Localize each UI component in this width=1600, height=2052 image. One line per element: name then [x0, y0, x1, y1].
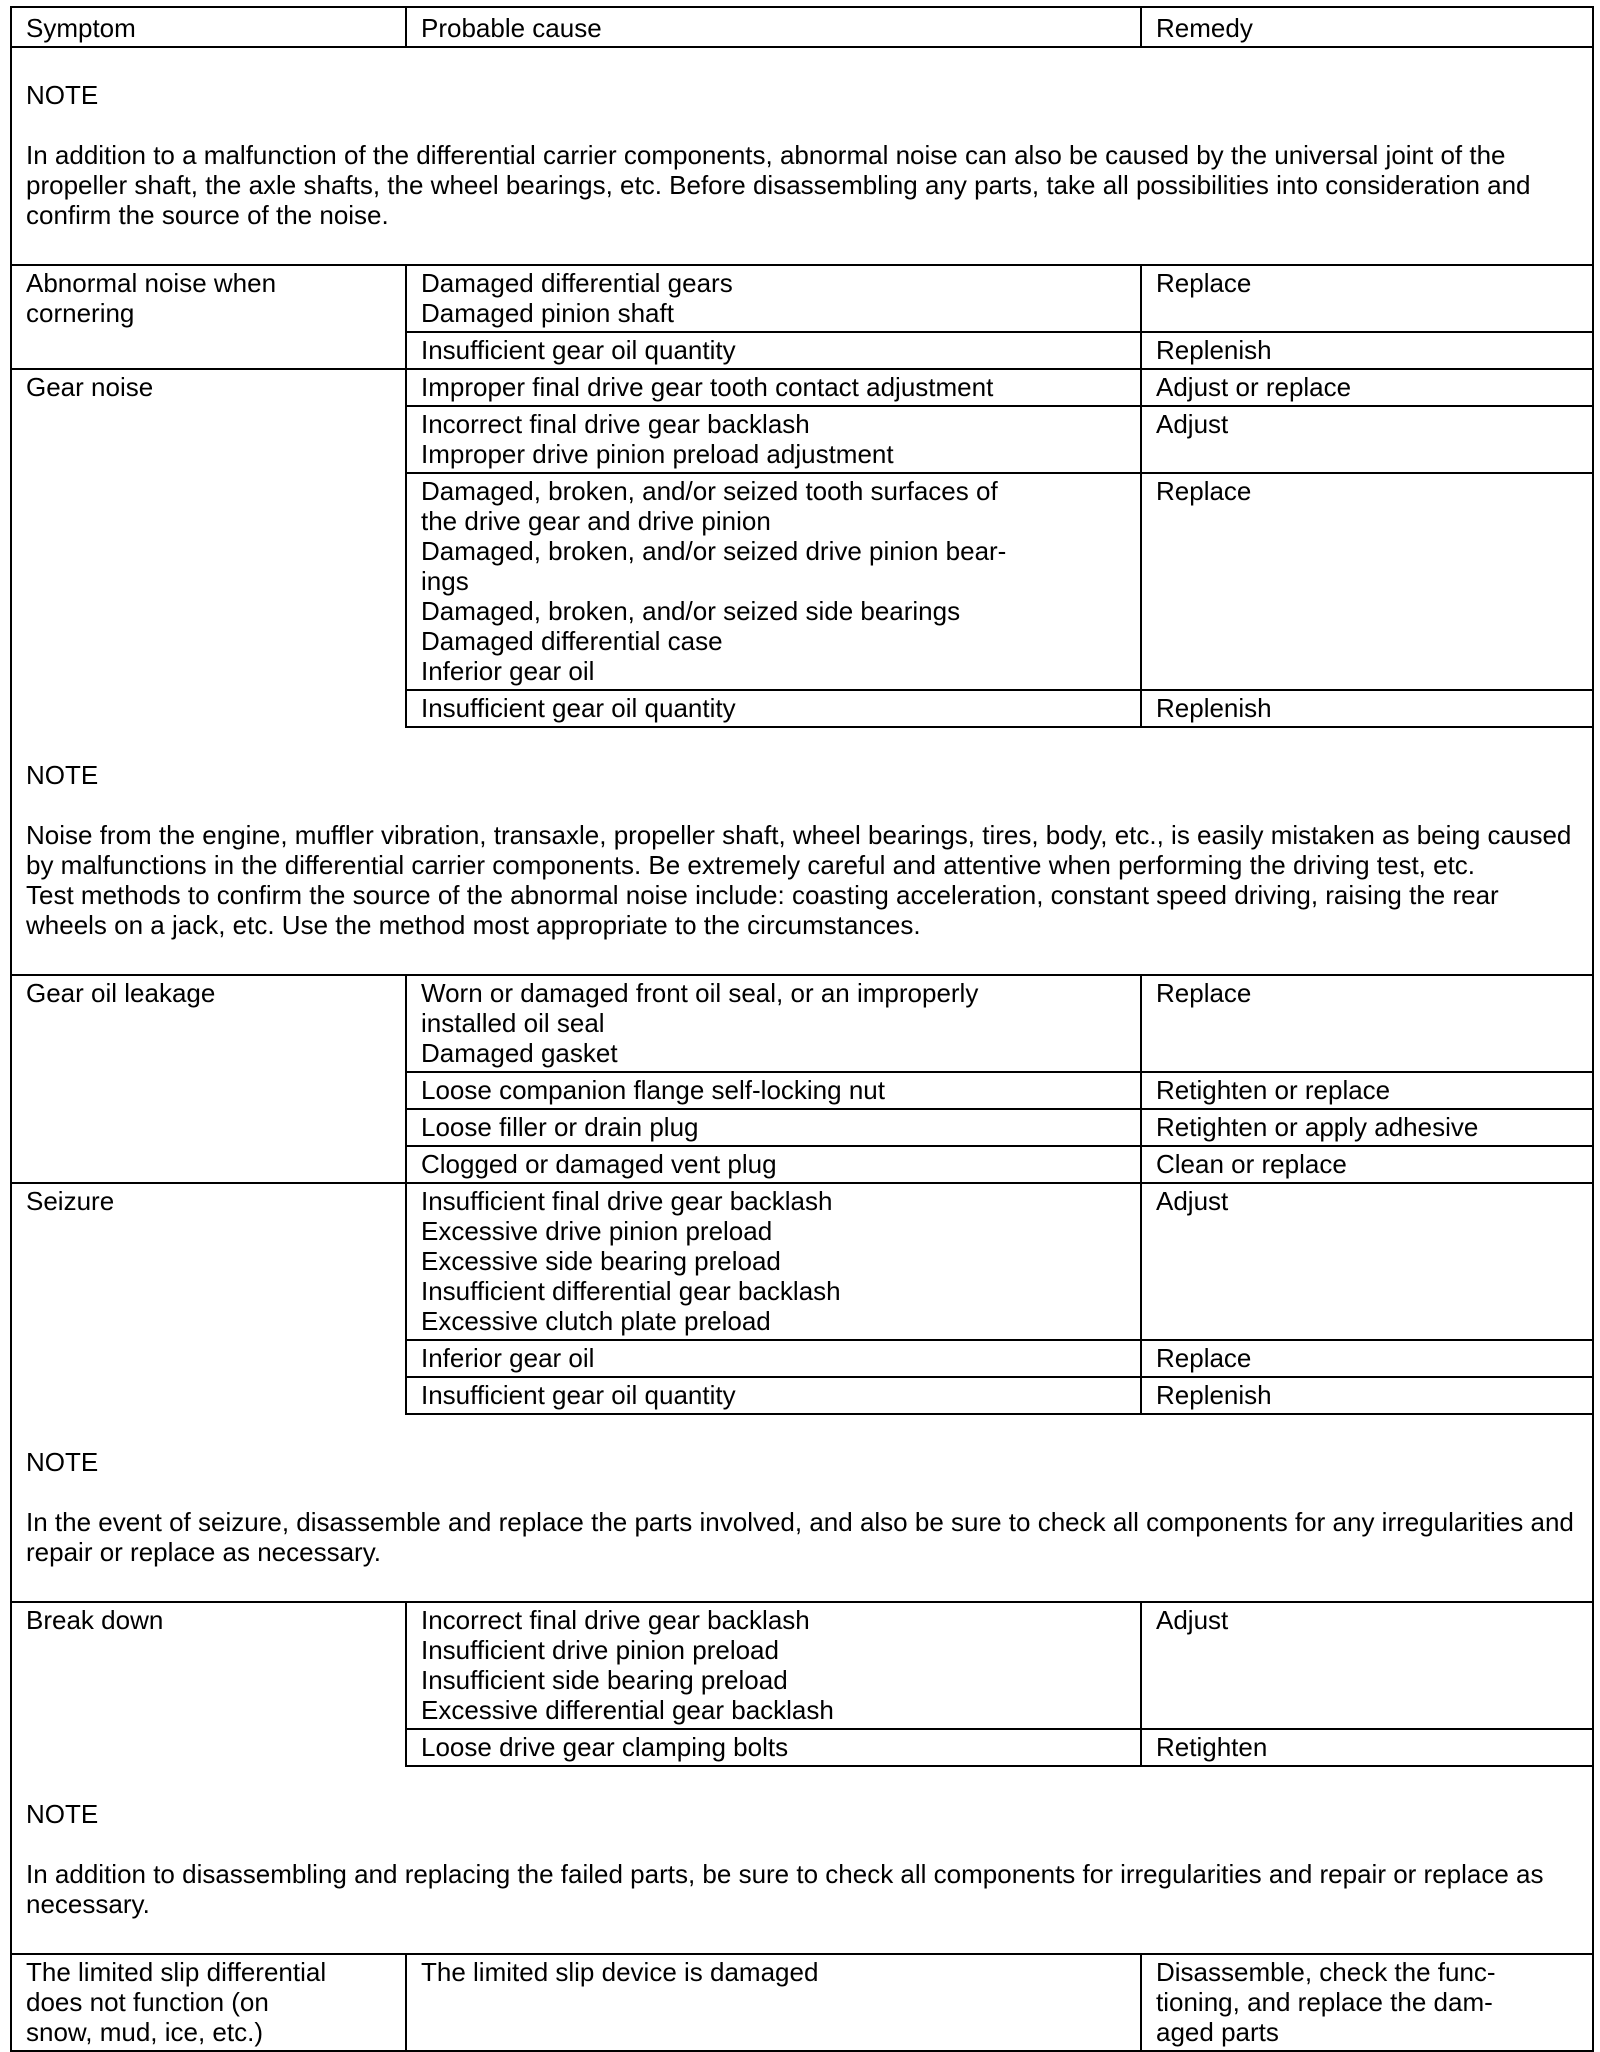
cause-cell: Loose companion flange self-locking nut [406, 1072, 1141, 1109]
note-cell [11, 47, 1593, 265]
remedy-cell: Replace [1141, 1340, 1593, 1377]
remedy-cell: Replace [1141, 473, 1593, 690]
note-heading: NOTE [26, 760, 99, 790]
cause-cell: Worn or damaged front oil seal, or an improperly installed oil seal Damaged gasket [406, 975, 1141, 1072]
remedy-cell: Clean or replace [1141, 1146, 1593, 1183]
cause-cell: Incorrect final drive gear backlash Insufficient drive pinion preload Insufficient side bearing preload Excessive differential gear backlash [406, 1602, 1141, 1729]
note-text: In addition to a malfunction of the differential carrier components, abnormal noise can also be caused by the universal joint of the propeller shaft, the axle shafts, the wheel bearings, etc. Before disassembling any parts, take all possibilities into consideration and confirm the source of the noise. [26, 140, 1531, 230]
header-remedy: Remedy [1141, 7, 1593, 47]
table-header-row [11, 7, 1593, 47]
cause-cell: Improper final drive gear tooth contact adjustment [406, 369, 1141, 406]
note-cell [11, 1766, 1593, 1954]
note-heading: NOTE [26, 1799, 99, 1829]
note-row [11, 47, 1593, 265]
remedy-cell: Adjust [1141, 1602, 1593, 1729]
cause-cell: Insufficient gear oil quantity [406, 1377, 1141, 1414]
remedy-cell: Disassemble, check the func- tioning, and replace the dam- aged parts [1141, 1954, 1593, 2051]
note-row [11, 1414, 1593, 1602]
remedy-cell: Replenish [1141, 1377, 1593, 1414]
symptom-cell: Abnormal noise when cornering [11, 265, 406, 369]
symptom-cell: Gear noise [11, 369, 406, 727]
cause-cell: Insufficient gear oil quantity [406, 332, 1141, 369]
troubleshooting-page [10, 6, 1592, 2052]
remedy-cell: Adjust [1141, 406, 1593, 473]
symptom-cell: Gear oil leakage [11, 975, 406, 1183]
note-heading: NOTE [26, 1447, 99, 1477]
remedy-cell: Replace [1141, 265, 1593, 332]
note-row [11, 1766, 1593, 1954]
note-text: Noise from the engine, muffler vibration, transaxle, propeller shaft, wheel bearings, tires, body, etc., is easily mistaken as being caused by malfunctions in the differential carrier components. Be extremely careful and attentive when performing the driving test, etc. Test methods to confirm the source of the abnormal noise include: coasting acceleration, constant speed driving, raising the rear wheels on a jack, etc. Use the method most appropriate to the circumstances. [26, 820, 1572, 940]
cause-cell: Loose filler or drain plug [406, 1109, 1141, 1146]
remedy-cell: Adjust [1141, 1183, 1593, 1340]
table-row [11, 975, 1593, 1072]
symptom-cell: Break down [11, 1602, 406, 1766]
cause-cell: Incorrect final drive gear backlash Improper drive pinion preload adjustment [406, 406, 1141, 473]
cause-cell: Damaged, broken, and/or seized tooth surfaces of the drive gear and drive pinion Damaged, broken, and/or seized drive pinion bear- ings Damaged, broken, and/or seized side bearings Damaged differential case Inferior gear oil [406, 473, 1141, 690]
cause-cell: Clogged or damaged vent plug [406, 1146, 1141, 1183]
cause-cell: Insufficient gear oil quantity [406, 690, 1141, 727]
troubleshooting-table [10, 6, 1594, 2052]
remedy-cell: Replenish [1141, 332, 1593, 369]
note-row [11, 727, 1593, 975]
table-row [11, 1954, 1593, 2051]
table-row [11, 265, 1593, 332]
cause-cell: Damaged differential gears Damaged pinion shaft [406, 265, 1141, 332]
cause-cell: The limited slip device is damaged [406, 1954, 1141, 2051]
table-row [11, 1602, 1593, 1729]
table-row [11, 1183, 1593, 1340]
remedy-cell: Retighten or apply adhesive [1141, 1109, 1593, 1146]
table-row [11, 369, 1593, 406]
cause-cell: Loose drive gear clamping bolts [406, 1729, 1141, 1766]
remedy-cell: Retighten or replace [1141, 1072, 1593, 1109]
note-text: In addition to disassembling and replacing the failed parts, be sure to check all components for irregularities and repair or replace as necessary. [26, 1859, 1544, 1919]
symptom-cell: Seizure [11, 1183, 406, 1414]
symptom-cell: The limited slip differential does not function (on snow, mud, ice, etc.) [11, 1954, 406, 2051]
note-heading: NOTE [26, 80, 99, 110]
remedy-cell: Replenish [1141, 690, 1593, 727]
header-probable-cause: Probable cause [406, 7, 1141, 47]
note-cell [11, 1414, 1593, 1602]
remedy-cell: Adjust or replace [1141, 369, 1593, 406]
remedy-cell: Replace [1141, 975, 1593, 1072]
cause-cell: Inferior gear oil [406, 1340, 1141, 1377]
note-text: In the event of seizure, disassemble and replace the parts involved, and also be sure to check all components for any irregularities and repair or replace as necessary. [26, 1507, 1574, 1567]
note-cell [11, 727, 1593, 975]
header-symptom: Symptom [11, 7, 406, 47]
cause-cell: Insufficient final drive gear backlash Excessive drive pinion preload Excessive side bearing preload Insufficient differential gear backlash Excessive clutch plate preload [406, 1183, 1141, 1340]
remedy-cell: Retighten [1141, 1729, 1593, 1766]
